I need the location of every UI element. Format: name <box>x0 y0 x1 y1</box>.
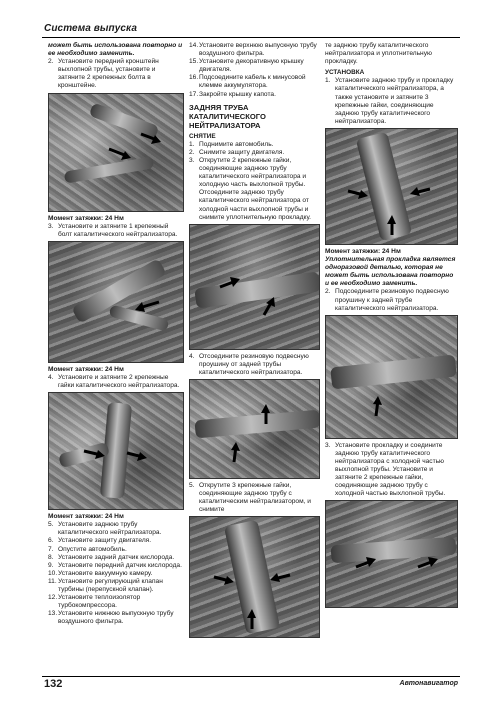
step-item: 11. Установите регулирующий клапан турбины (перепускной клапан). <box>48 577 163 593</box>
figure-photo <box>48 93 184 212</box>
arrow-icon <box>49 242 184 363</box>
column-2 <box>189 42 320 641</box>
step-item: 14. Установите верхнюю выпускную трубу воздушного фильтра. <box>189 42 317 58</box>
step-item: 7. Опустите автомобиль. <box>48 545 127 553</box>
arrow-icon <box>49 393 184 510</box>
step-item: 4. Установите и затяните 2 крепежные гайки каталитического нейтрализатора. <box>48 373 180 390</box>
arrow-icon <box>326 129 458 245</box>
step-item: 3. Установите и затяните 1 крепежный болт каталитического нейтрализатора. <box>48 222 178 238</box>
figure-photo <box>189 224 320 350</box>
step-item: 2. Подсоедините резиновую подвесную проушину к задней трубе каталитического нейтрализатора. <box>325 288 449 312</box>
step-item: 15. Установите декоративную крышку двигателя. <box>189 58 304 74</box>
figure-photo <box>325 315 458 439</box>
page-header <box>42 22 460 38</box>
step-item: 3. Открутите 2 крепежные гайки, соединяющие заднюю трубу каталитического нейтрализатора и холодную часть выхлопной трубы. Отсоедините заднюю трубу каталитического нейтрализатора от холодной части выхлопной трубы и снимите уплотнительную прокладку. <box>189 156 311 221</box>
arrow-icon <box>190 517 320 638</box>
step-list <box>189 42 320 99</box>
step-item: 3. Установите прокладку и соедините заднюю трубу каталитического нейтрализатора с холодной частью выхлопной трубы. Установите и затяните 2 крепежные гайки, соединяющие заднюю трубу с холодной частью выхлопной трубы. <box>325 441 446 498</box>
step-item: 9. Установите передний датчик кислорода. <box>48 561 182 569</box>
figure-photo <box>325 500 458 608</box>
note-text: может быть использована повторно и ее необходимо заменить. <box>48 42 183 58</box>
step-item: 6. Установите защиту двигателя. <box>48 537 152 545</box>
step-item: 5. Открутите 3 крепежные гайки, соединяющие заднюю трубу с каталитическим нейтрализатором, и снимите <box>189 481 311 514</box>
step-item: 17. Закройте крышку капота. <box>189 90 276 98</box>
continued-text: те заднюю трубу каталитического нейтрализатора и уплотнительную прокладку. <box>325 42 432 66</box>
figure-photo <box>325 128 458 245</box>
arrow-icon <box>190 225 320 350</box>
step-item: 1. Поднимите автомобиль. <box>189 140 274 148</box>
step-item: 5. Установите заднюю трубу каталитического нейтрализатора. <box>48 521 162 537</box>
brand-label: Автонавигатор <box>399 680 458 687</box>
step-item: 12. Установите теплоизолятор турбокомпрессора. <box>48 594 141 610</box>
figure-photo <box>48 241 184 363</box>
note-text: Уплотнительная прокладка является одноразовой деталью, которая не может быть использована повторно и ее необходимо заменить. <box>325 256 456 288</box>
removal-label: СНЯТИЕ <box>189 132 216 140</box>
column-3 <box>325 42 458 611</box>
torque-spec: Момент затяжки: 24 Нм <box>48 513 124 521</box>
arrow-icon <box>190 380 320 479</box>
subsection-title: ЗАДНЯЯ ТРУБА КАТАЛИТИЧЕСКОГО НЕЙТРАЛИЗАТОРА <box>189 102 266 130</box>
step-item: 2. Установите передний кронштейн выхлопной трубы, установите и затяните 2 крепежных болта в кронштейне. <box>48 58 159 90</box>
arrow-icon <box>326 501 458 608</box>
torque-spec: Момент затяжки: 24 Нм <box>48 214 124 222</box>
page-footer <box>42 676 460 690</box>
arrow-icon <box>326 316 458 439</box>
step-item: 2. Снимите защиту двигателя. <box>189 148 285 156</box>
step-list <box>48 521 184 626</box>
figure-photo <box>189 516 320 638</box>
step-list <box>189 141 320 222</box>
page-number: 132 <box>44 678 63 690</box>
step-item: 16. Подсоедините кабель к минусовой клемме аккумулятора. <box>189 74 306 90</box>
section-title: Система выпуска <box>44 23 138 34</box>
column-1 <box>48 42 184 626</box>
arrow-icon <box>49 94 184 212</box>
step-item: 13. Установите нижнюю выпускную трубу воздушного фильтра. <box>48 610 174 626</box>
step-item: 10. Установите вакуумную камеру. <box>48 569 153 577</box>
step-item: 4. Отсоедините резиновую подвесную проушину от задней трубы каталитического нейтрализатора. <box>189 352 309 376</box>
torque-spec: Момент затяжки: 24 Нм <box>48 365 124 373</box>
figure-photo <box>189 379 320 479</box>
install-label: УСТАНОВКА <box>325 69 365 77</box>
figure-photo <box>48 392 184 510</box>
step-item: 8. Установите задний датчик кислорода. <box>48 553 175 561</box>
torque-spec: Момент затяжки: 24 Нм <box>325 247 401 255</box>
step-item: 1. Установите заднюю трубу и прокладку каталитического нейтрализатора, а также установите и затяните 3 крепежные гайки, соединяющие заднюю трубу каталитического нейтрализатора. <box>325 77 454 125</box>
